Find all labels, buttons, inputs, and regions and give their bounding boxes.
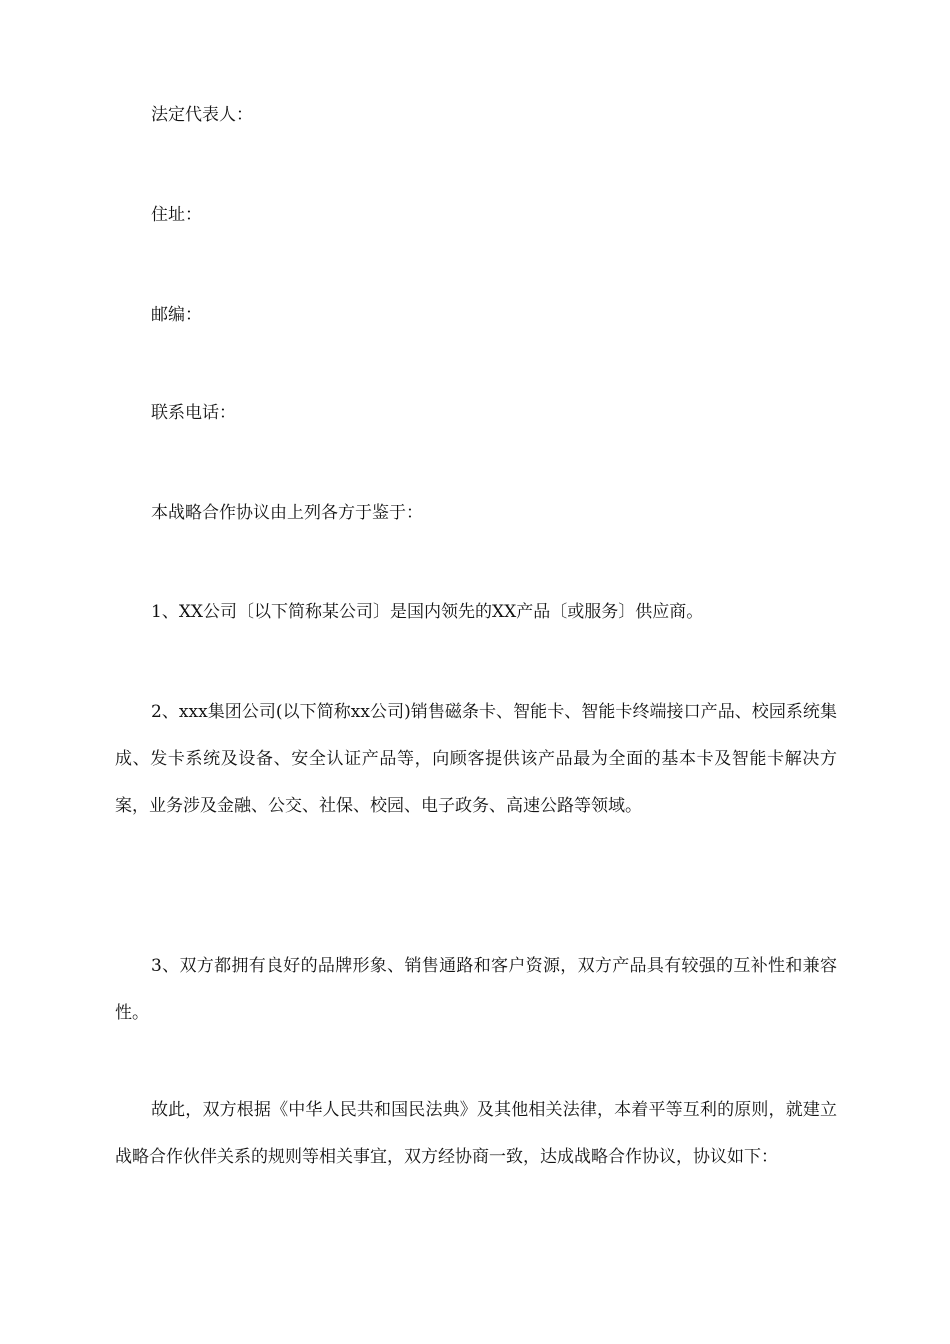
conclusion-paragraph: 故此，双方根据《中华人民共和国民法典》及其他相关法律，本着平等互利的原则，就建立战略合作伙伴关系的规则等相关事宜，双方经协商一致，达成战略合作协议，协议如下：: [115, 1100, 837, 1167]
phone-label: 联系电话：: [151, 403, 236, 423]
item-1-paragraph: 1、XX公司〔以下简称某公司〕是国内领先的XX产品〔或服务〕供应商。: [151, 602, 704, 622]
item-3-paragraph: 3、双方都拥有良好的品牌形象、销售通路和客户资源，双方产品具有较强的互补性和兼容性。: [115, 956, 837, 1023]
legal-representative-label: 法定代表人：: [151, 105, 253, 125]
item-2-paragraph: 2、xxx集团公司(以下简称xx公司)销售磁条卡、智能卡、智能卡终端接口产品、校园系统集成、发卡系统及设备、安全认证产品等，向顾客提供该产品最为全面的基本卡及智能卡解决方案，业务涉及金融、公交、社保、校园、电子政务、高速公路等领域。: [115, 702, 837, 816]
address-label: 住址：: [151, 205, 202, 225]
postcode-label: 邮编：: [151, 305, 202, 325]
intro-paragraph: 本战略合作协议由上列各方于鉴于：: [151, 503, 423, 523]
